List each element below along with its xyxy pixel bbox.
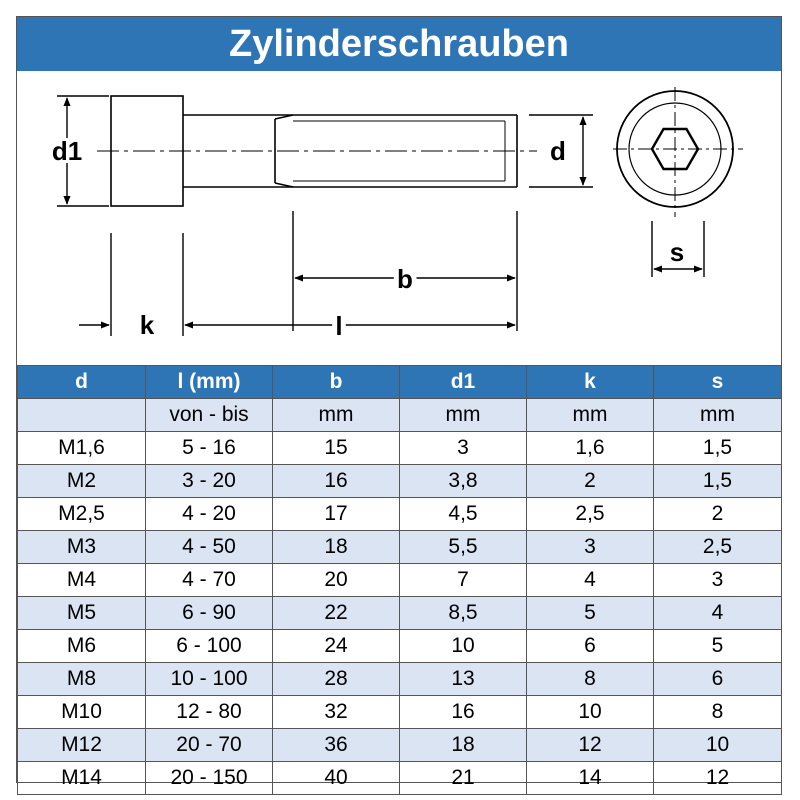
table-cell: 5 bbox=[527, 597, 654, 630]
table-cell: 13 bbox=[400, 663, 527, 696]
table-cell: 4 bbox=[527, 564, 654, 597]
l-label: l bbox=[335, 311, 343, 341]
table-cell: 32 bbox=[273, 696, 400, 729]
header-b: b bbox=[273, 366, 400, 399]
table-cell: 4 bbox=[654, 597, 782, 630]
header-d: d bbox=[18, 366, 146, 399]
unit-cell bbox=[18, 399, 146, 432]
table-cell: 18 bbox=[273, 531, 400, 564]
units-row bbox=[18, 399, 782, 432]
table-body bbox=[18, 399, 782, 795]
table-row bbox=[18, 729, 782, 762]
table-cell: 8 bbox=[527, 663, 654, 696]
table-cell: 1,5 bbox=[654, 465, 782, 498]
table-cell: 18 bbox=[400, 729, 527, 762]
table-cell: 3 bbox=[527, 531, 654, 564]
table-cell: 10 bbox=[400, 630, 527, 663]
table-cell: M6 bbox=[18, 630, 146, 663]
screw-diagram bbox=[17, 71, 781, 365]
unit-cell: mm bbox=[273, 399, 400, 432]
table-cell: 4,5 bbox=[400, 498, 527, 531]
unit-cell: mm bbox=[400, 399, 527, 432]
table-cell: 12 bbox=[654, 762, 782, 795]
table-cell: 1,5 bbox=[654, 432, 782, 465]
unit-cell: mm bbox=[654, 399, 782, 432]
table-cell: 21 bbox=[400, 762, 527, 795]
table-cell: M5 bbox=[18, 597, 146, 630]
table-cell: 2,5 bbox=[654, 531, 782, 564]
table-cell: 8,5 bbox=[400, 597, 527, 630]
table-cell: 6 bbox=[527, 630, 654, 663]
table-cell: 3 bbox=[654, 564, 782, 597]
table-cell: 20 - 70 bbox=[146, 729, 273, 762]
table-cell: 4 - 20 bbox=[146, 498, 273, 531]
table-cell: 2 bbox=[654, 498, 782, 531]
table-cell: 8 bbox=[654, 696, 782, 729]
table-cell: 6 - 100 bbox=[146, 630, 273, 663]
header-l: l (mm) bbox=[146, 366, 273, 399]
table-cell: 2 bbox=[527, 465, 654, 498]
table-cell: 5,5 bbox=[400, 531, 527, 564]
table-cell: M12 bbox=[18, 729, 146, 762]
table-cell: M2 bbox=[18, 465, 146, 498]
table-cell: 20 - 150 bbox=[146, 762, 273, 795]
table-row bbox=[18, 498, 782, 531]
table-cell: 28 bbox=[273, 663, 400, 696]
s-label: s bbox=[669, 237, 685, 267]
table-cell: M8 bbox=[18, 663, 146, 696]
table-cell: M10 bbox=[18, 696, 146, 729]
table-row bbox=[18, 465, 782, 498]
table-cell: 16 bbox=[273, 465, 400, 498]
screw-head-top-view-icon bbox=[613, 87, 743, 217]
k-label: k bbox=[139, 310, 155, 340]
table-cell: M1,6 bbox=[18, 432, 146, 465]
table-row bbox=[18, 663, 782, 696]
table-cell: 14 bbox=[527, 762, 654, 795]
table-cell: 22 bbox=[273, 597, 400, 630]
d1-label: d1 bbox=[51, 136, 83, 166]
table-cell: 24 bbox=[273, 630, 400, 663]
table-row bbox=[18, 564, 782, 597]
table-header-row bbox=[18, 366, 782, 399]
table-cell: M14 bbox=[18, 762, 146, 795]
table-cell: 6 bbox=[654, 663, 782, 696]
b-label: b bbox=[397, 264, 413, 294]
table-cell: 7 bbox=[400, 564, 527, 597]
table-row bbox=[18, 630, 782, 663]
table-cell: 12 bbox=[527, 729, 654, 762]
table-cell: 40 bbox=[273, 762, 400, 795]
table-cell: 4 - 70 bbox=[146, 564, 273, 597]
k-dimension bbox=[79, 233, 183, 336]
table-cell: 3,8 bbox=[400, 465, 527, 498]
table-cell: M2,5 bbox=[18, 498, 146, 531]
dimensions-table bbox=[17, 365, 782, 795]
header-k: k bbox=[527, 366, 654, 399]
table-cell: 3 bbox=[400, 432, 527, 465]
table-row bbox=[18, 597, 782, 630]
table-cell: 17 bbox=[273, 498, 400, 531]
table-row bbox=[18, 762, 782, 795]
table-cell: 5 bbox=[654, 630, 782, 663]
unit-cell: von - bis bbox=[146, 399, 273, 432]
page-title: Zylinderschrauben bbox=[17, 17, 781, 71]
table-cell: 10 bbox=[527, 696, 654, 729]
table-row bbox=[18, 531, 782, 564]
table-cell: 20 bbox=[273, 564, 400, 597]
table-cell: 1,6 bbox=[527, 432, 654, 465]
table-cell: 3 - 20 bbox=[146, 465, 273, 498]
table-cell: 10 - 100 bbox=[146, 663, 273, 696]
table-cell: 6 - 90 bbox=[146, 597, 273, 630]
unit-cell: mm bbox=[527, 399, 654, 432]
table-cell: 2,5 bbox=[527, 498, 654, 531]
table-cell: M3 bbox=[18, 531, 146, 564]
table-cell: 12 - 80 bbox=[146, 696, 273, 729]
table-cell: M4 bbox=[18, 564, 146, 597]
table-cell: 16 bbox=[400, 696, 527, 729]
table-row bbox=[18, 696, 782, 729]
table-cell: 36 bbox=[273, 729, 400, 762]
table-cell: 4 - 50 bbox=[146, 531, 273, 564]
header-s: s bbox=[654, 366, 782, 399]
table-cell: 5 - 16 bbox=[146, 432, 273, 465]
table-cell: 10 bbox=[654, 729, 782, 762]
table-row bbox=[18, 432, 782, 465]
d-label: d bbox=[550, 136, 566, 166]
screw-side-view-icon bbox=[97, 96, 537, 206]
table-cell: 15 bbox=[273, 432, 400, 465]
header-d1: d1 bbox=[400, 366, 527, 399]
